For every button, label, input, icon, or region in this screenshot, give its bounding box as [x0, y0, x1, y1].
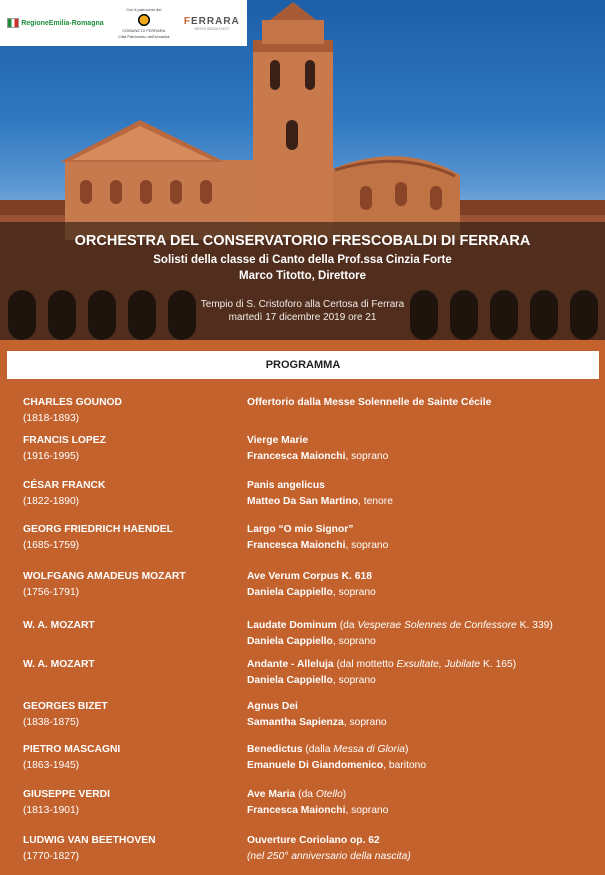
soloist-name: Daniela Cappiello — [247, 635, 333, 647]
venue-text: Tempio di S. Cristoforo alla Certosa di Ferrara — [200, 299, 405, 310]
soloist-name: Francesca Maionchi — [247, 450, 346, 462]
logo-bar — [0, 0, 247, 46]
composer-name: W. A. MOZART — [23, 620, 95, 631]
ferrara-logo-tagline: RESTA SENZA FIATO — [194, 26, 230, 31]
work-title: Offertorio dalla Messe Solennelle de Sainte Cécile — [247, 397, 492, 408]
work-title: Laudate Dominum — [247, 620, 337, 631]
work-note: (dalla — [302, 744, 334, 755]
work-title: Benedictus — [247, 744, 303, 755]
work-title: Andante - Alleluja — [247, 659, 334, 670]
composer-name: CHARLES GOUNOD — [23, 397, 122, 408]
voice-type: , soprano — [345, 539, 389, 551]
composer-name: GEORGES BIZET — [23, 701, 108, 712]
work-note: ) — [342, 789, 347, 800]
work-title: Ave Verum Corpus K. 618 — [247, 571, 372, 582]
work-title: Panis angelicus — [247, 480, 325, 491]
work-note-italic: Otello — [315, 789, 343, 800]
work-cell — [247, 433, 597, 464]
composer-years: (1863-1945) — [23, 759, 80, 771]
composer-name: W. A. MOZART — [23, 659, 95, 670]
comune-logo-subtext: Città Patrimonio dell'Umanità — [118, 34, 170, 39]
soloist-name: Matteo Da San Martino — [247, 495, 358, 507]
composer-name: GIUSEPPE VERDI — [23, 789, 110, 800]
soloist-line — [247, 449, 597, 465]
work-cell — [247, 618, 597, 649]
work-line — [247, 742, 597, 758]
page-title: ORCHESTRA DEL CONSERVATORIO FRESCOBALDI DI FERRARA — [74, 233, 531, 249]
composer-years: (1770-1827) — [23, 850, 80, 862]
composer-name: PIETRO MASCAGNI — [23, 744, 121, 755]
work-note: (da — [336, 620, 358, 631]
work-note: K. 339) — [516, 620, 553, 631]
voice-type: , soprano — [343, 716, 387, 728]
voice-type: , soprano — [332, 635, 376, 647]
region-flag-icon — [7, 18, 19, 28]
work-title: Agnus Dei — [247, 701, 298, 712]
soloist-name: Francesca Maionchi — [247, 804, 346, 816]
composer-years: (1916-1995) — [23, 450, 80, 462]
composer-cell — [23, 618, 238, 634]
work-note: (dal mottetto — [333, 659, 397, 670]
voice-type: , soprano — [345, 450, 389, 462]
work-title: Ave Maria — [247, 789, 296, 800]
work-title: Ouverture Coriolano op. 62 — [247, 835, 380, 846]
work-title: Vierge Marie — [247, 435, 309, 446]
ferrara-logo-f: F — [183, 15, 191, 27]
composer-name: FRANCIS LOPEZ — [23, 435, 106, 446]
hero-banner — [0, 0, 605, 340]
soloist-line — [247, 585, 597, 601]
comune-logo — [118, 7, 169, 39]
soloist-name: Francesca Maionchi — [247, 539, 346, 551]
work-cell — [247, 742, 597, 773]
voice-type: , soprano — [345, 804, 389, 816]
soloist-name: Samantha Sapienza — [247, 716, 344, 728]
region-logo-text: RegioneEmilia-Romagna — [21, 19, 104, 27]
soloist-line — [247, 758, 597, 774]
composer-cell — [23, 699, 238, 730]
soloist-line — [247, 673, 597, 689]
work-note-italic: Messa di Gloria — [333, 744, 405, 755]
work-line — [247, 657, 597, 673]
composer-cell — [23, 569, 238, 600]
soloist-name: Daniela Cappiello — [247, 674, 333, 686]
work-cell — [247, 478, 597, 509]
composer-cell — [23, 787, 238, 818]
ferrara-logo — [184, 16, 240, 31]
voice-type: , soprano — [332, 586, 376, 598]
region-logo — [7, 18, 103, 28]
work-title: Largo “O mio Signor” — [247, 524, 354, 535]
composer-years: (1838-1875) — [23, 716, 80, 728]
soloist-name: Emanuele Di Giandomenico — [247, 759, 384, 771]
soloists-subtitle: Solisti della classe di Canto della Prof.ssa Cinzia Forte — [153, 254, 452, 266]
composer-years: (1813-1901) — [23, 804, 80, 816]
composer-cell — [23, 742, 238, 773]
anniversary-note: (nel 250° anniversario della nascita) — [247, 850, 411, 862]
comune-patronage-text: Con il patrocinio del — [126, 7, 162, 12]
composer-name: CÉSAR FRANCK — [23, 480, 106, 491]
ferrara-logo-word — [184, 16, 240, 27]
work-cell — [247, 657, 597, 688]
work-cell — [247, 395, 597, 411]
composer-name: LUDWIG VAN BEETHOVEN — [23, 835, 156, 846]
soloist-line — [247, 803, 597, 819]
voice-type: , tenore — [358, 495, 393, 507]
composer-years: (1822-1890) — [23, 495, 80, 507]
work-note-italic: Vesperae Solennes de Confessore — [357, 620, 517, 631]
work-cell — [247, 569, 597, 600]
work-cell — [247, 833, 597, 864]
soloist-line — [247, 634, 597, 650]
composer-cell — [23, 478, 238, 509]
sun-icon — [137, 13, 151, 27]
work-line — [247, 787, 597, 803]
work-note: K. 165) — [480, 659, 517, 670]
composer-cell — [23, 433, 238, 464]
concert-info — [0, 230, 605, 324]
voice-type: , baritono — [383, 759, 427, 771]
work-note: (da — [295, 789, 316, 800]
comune-logo-text: COMUNE DI FERRARA — [122, 28, 166, 33]
work-cell — [247, 787, 597, 818]
ferrara-logo-rest: ERRARA — [191, 15, 240, 27]
composer-years: (1818-1893) — [23, 412, 80, 424]
work-note-italic: Exsultate, Jubilate — [396, 659, 481, 670]
voice-type: , soprano — [332, 674, 376, 686]
composer-cell — [23, 522, 238, 553]
soloist-line — [247, 715, 597, 731]
work-line — [247, 618, 597, 634]
soloist-line — [247, 538, 597, 554]
composer-name: GEORG FRIEDRICH HAENDEL — [23, 524, 173, 535]
composer-years: (1685-1759) — [23, 539, 80, 551]
composer-name: WOLFGANG AMADEUS MOZART — [23, 571, 186, 582]
work-cell — [247, 522, 597, 553]
work-cell — [247, 699, 597, 730]
programme-heading: PROGRAMMA — [7, 351, 599, 379]
composer-cell — [23, 657, 238, 673]
director-line: Marco Titotto, Direttore — [239, 270, 366, 282]
soloist-name: Daniela Cappiello — [247, 586, 333, 598]
composer-cell — [23, 395, 238, 426]
date-text: martedì 17 dicembre 2019 ore 21 — [228, 312, 377, 323]
composer-years: (1756-1791) — [23, 586, 80, 598]
work-note: ) — [404, 744, 409, 755]
composer-cell — [23, 833, 238, 864]
soloist-line — [247, 494, 597, 510]
